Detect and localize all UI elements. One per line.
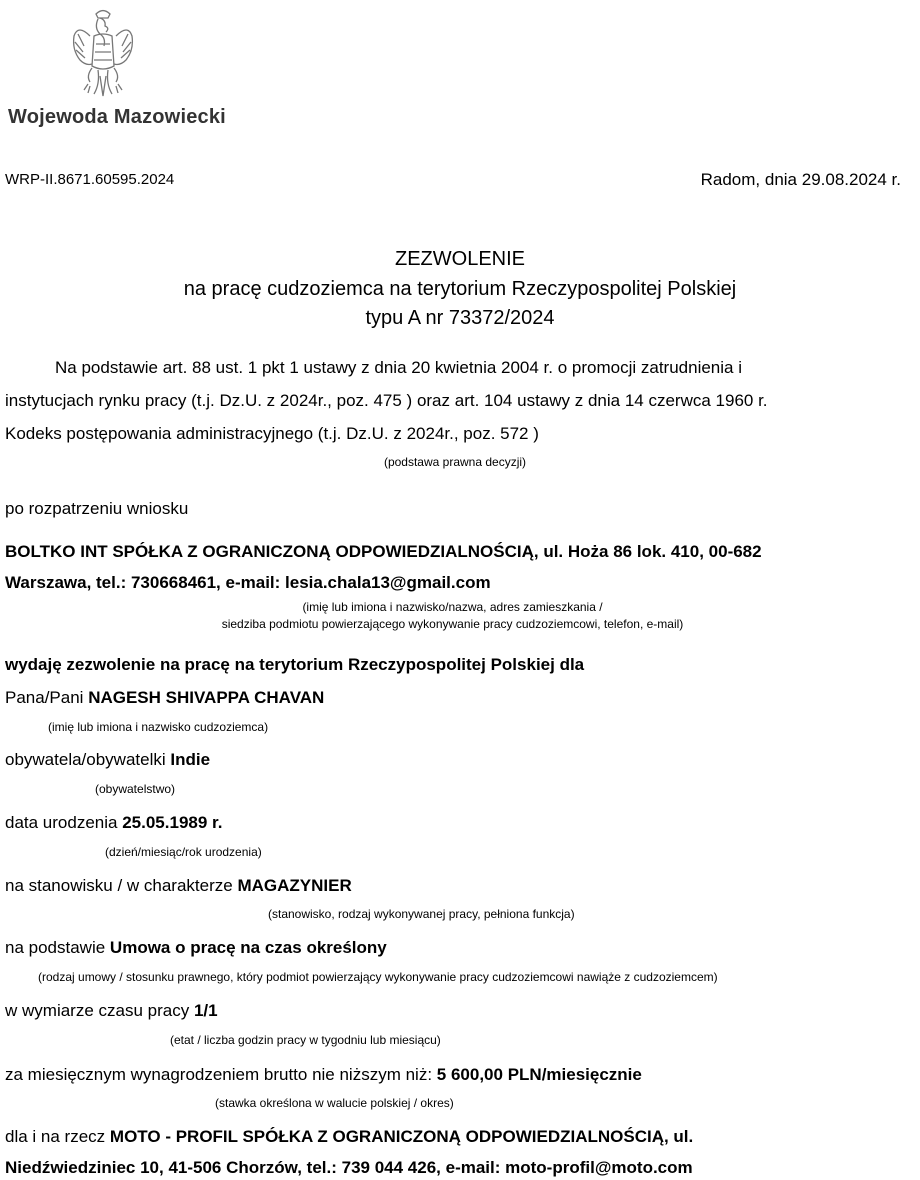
- foreigner-name-note: (imię lub imiona i nazwisko cudzoziemca): [48, 720, 269, 734]
- position-row: [5, 876, 352, 896]
- applicant-line-2: Warszawa, tel.: 730668461, e-mail: lesia.chala13@gmail.com: [5, 573, 491, 592]
- document-title: ZEZWOLENIE: [394, 248, 525, 270]
- foreigner-name-value: NAGESH SHIVAPPA CHAVAN: [88, 688, 325, 707]
- contract-note: (rodzaj umowy / stosunku prawnego, który podmiot powierzający wykonywanie pracy cudzoziemcowi nawiąże z cudzoziemcem): [38, 970, 718, 984]
- working-hours-value: 1/1: [193, 1001, 218, 1020]
- legal-basis-line-1: Na podstawie art. 88 ust. 1 pkt 1 ustawy z dnia 20 kwietnia 2004 r. o promocji zatrudnienia i: [55, 358, 742, 377]
- citizenship-note: (obywatelstwo): [95, 782, 176, 796]
- position-value: MAGAZYNIER: [237, 876, 352, 895]
- salary-row: [5, 1065, 642, 1085]
- birth-date-value: 25.05.1989 r.: [122, 813, 223, 832]
- birth-date-label: data urodzenia: [5, 813, 118, 832]
- employer-row: [5, 1127, 693, 1147]
- grant-statement: wydaję zezwolenie na pracę na terytorium Rzeczypospolitej Polskiej dla: [5, 655, 585, 674]
- position-note: (stanowisko, rodzaj wykonywanej pracy, pełniona funkcja): [268, 907, 575, 921]
- contract-row: [5, 938, 387, 958]
- applicant-line-1: BOLTKO INT SPÓŁKA Z OGRANICZONĄ ODPOWIEDZIALNOŚCIĄ, ul. Hoża 86 lok. 410, 00-682: [5, 542, 762, 561]
- applicant-note-2: siedziba podmiotu powierzającego wykonywanie pracy cudzoziemcowi, telefon, e-mail): [221, 617, 684, 631]
- employer-label: dla i na rzecz: [5, 1127, 106, 1146]
- legal-basis-note: (podstawa prawna decyzji): [383, 455, 527, 469]
- birth-date-note: (dzień/miesiąc/rok urodzenia): [105, 845, 262, 859]
- document-subtitle: na pracę cudzoziemca na terytorium Rzeczypospolitej Polskiej: [183, 278, 737, 300]
- citizenship-label: obywatela/obywatelki: [5, 750, 166, 769]
- permit-number: typu A nr 73372/2024: [365, 307, 555, 329]
- employer-value-line-1: MOTO - PROFIL SPÓŁKA Z OGRANICZONĄ ODPOWIEDZIALNOŚCIĄ, ul.: [109, 1127, 694, 1146]
- foreigner-name-label: Pana/Pani: [5, 688, 84, 707]
- foreigner-name-row: [5, 688, 324, 708]
- working-hours-note: (etat / liczba godzin pracy w tygodniu lub miesiącu): [170, 1033, 441, 1047]
- case-reference: WRP-II.8671.60595.2024: [5, 171, 175, 188]
- salary-note: (stawka określona w walucie polskiej / okres): [215, 1096, 454, 1110]
- employer-value-line-2: Niedźwiedziniec 10, 41-506 Chorzów, tel.: 739 044 426, e-mail: moto-profil@moto.com: [5, 1158, 693, 1177]
- contract-value: Umowa o pracę na czas określony: [109, 938, 387, 957]
- place-date: Radom, dnia 29.08.2024 r.: [700, 170, 901, 189]
- position-label: na stanowisku / w charakterze: [5, 876, 233, 895]
- salary-value: 5 600,00 PLN/miesięcznie: [436, 1065, 642, 1084]
- contract-label: na podstawie: [5, 938, 106, 957]
- after-review-text: po rozpatrzeniu wniosku: [5, 499, 189, 518]
- legal-basis-line-3: Kodeks postępowania administracyjnego (t.j. Dz.U. z 2024r., poz. 572 ): [5, 424, 539, 443]
- citizenship-value: Indie: [170, 750, 211, 769]
- working-hours-label: w wymiarze czasu pracy: [5, 1001, 190, 1020]
- citizenship-row: [5, 750, 210, 770]
- birth-date-row: [5, 813, 222, 833]
- applicant-note-1: (imię lub imiona i nazwisko/nazwa, adres zamieszkania /: [302, 600, 603, 614]
- salary-label: za miesięcznym wynagrodzeniem brutto nie niższym niż:: [5, 1065, 433, 1084]
- authority-name: Wojewoda Mazowiecki: [8, 106, 226, 128]
- legal-basis-line-2: instytucjach rynku pracy (t.j. Dz.U. z 2024r., poz. 475 ) oraz art. 104 ustawy z dnia 14 czerwca 1960 r.: [5, 391, 768, 410]
- eagle-emblem-icon: [70, 6, 136, 100]
- working-hours-row: [5, 1001, 218, 1021]
